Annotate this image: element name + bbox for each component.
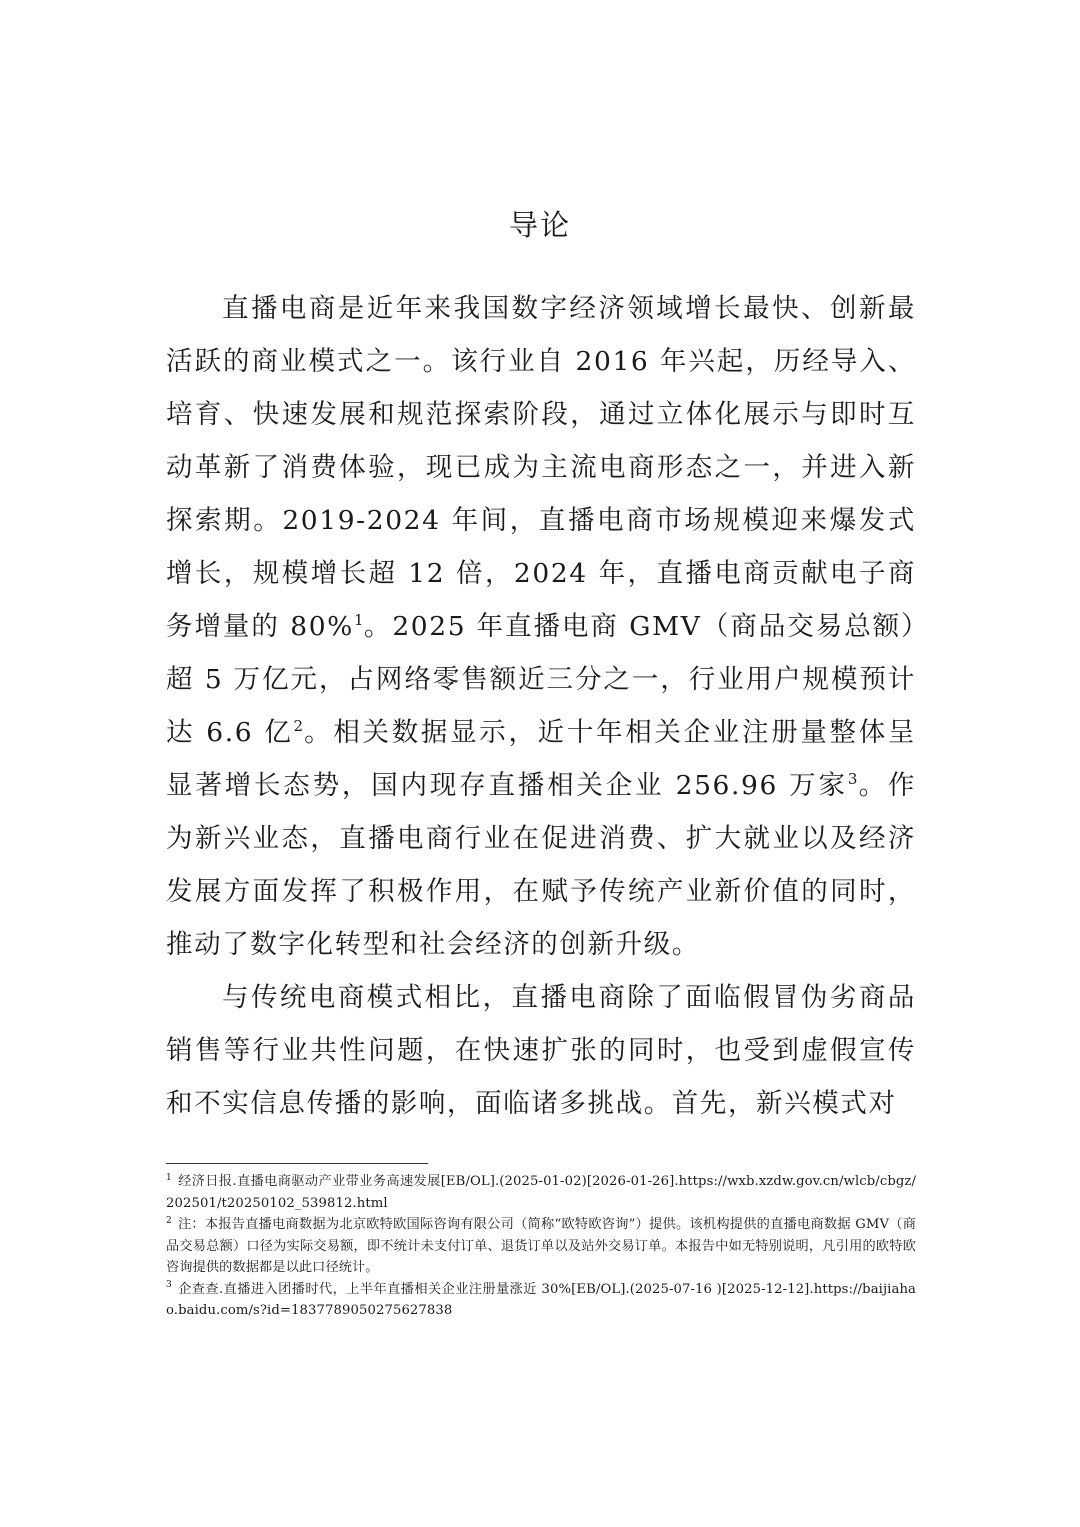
footnote-ref-2[interactable]: 2 [293, 717, 304, 736]
footnotes [166, 1171, 916, 1322]
footnote-mark-1: 1 [166, 1172, 172, 1183]
paragraph-2: 与传统电商模式相比，直播电商除了面临假冒伪劣商品销售等行业共性问题，在快速扩张的同时，也受到虚假宣传和不实信息传播的影响，面临诸多挑战。首先，新兴模式对 [166, 982, 916, 1119]
footnote-ref-3[interactable]: 3 [847, 770, 858, 789]
paragraph-1-part-3: 。相关数据显示，近十年相关企业注册量整体呈显著增长态势，国内现存直播相关企业 256.96 万家 [166, 717, 916, 801]
footnote-ref-1[interactable]: 1 [353, 611, 364, 630]
paragraph-1-part-4: 。作为新兴业态，直播电商行业在促进消费、扩大就业以及经济发展方面发挥了积极作用，在赋予传统产业新价值的同时，推动了数字化转型和社会经济的创新升级。 [166, 770, 916, 960]
paragraph-1-part-2: 。2025 年直播电商 GMV（商品交易总额）超 5 万亿元，占网络零售额近三分之一，行业用户规模预计达 6.6 亿 [166, 611, 916, 748]
footnote-divider [166, 1163, 428, 1164]
footnote-text-3: 企查查.直播进入团播时代，上半年直播相关企业注册量涨近 30%[EB/OL].(2025-07-16 )[2025-12-12].https://baijiahao.baidu.com/s?id=1837789050275627838 [166, 1281, 916, 1318]
paragraph-1-part-1: 直播电商是近年来我国数字经济领域增长最快、创新最活跃的商业模式之一。该行业自 2016 年兴起，历经导入、培育、快速发展和规范探索阶段，通过立体化展示与即时互动革新了消费体验，现已成为主流电商形态之一，并进入新探索期。2019-2024 年间，直播电商市场规模迎来爆发式增长，规模增长超 12 倍，2024 年，直播电商贡献电子商务增量的 80% [166, 293, 916, 642]
footnote-text-2: 注：本报告直播电商数据为北京欧特欧国际咨询有限公司（简称“欧特欧咨询”）提供。该机构提供的直播电商数据 GMV（商品交易总额）口径为实际交易额，即不统计未支付订单、退货订单以及站外交易订单。本报告中如无特别说明，凡引用的欧特欧咨询提供的数据都是以此口径统计。 [166, 1217, 916, 1275]
footnote-mark-3: 3 [166, 1280, 172, 1291]
footnote-3 [166, 1279, 916, 1322]
footnote-mark-2: 2 [166, 1215, 172, 1226]
section-title: 导论 [508, 208, 571, 242]
paragraph-1 [166, 282, 916, 971]
footnote-2 [166, 1214, 916, 1279]
footnote-1 [166, 1171, 916, 1214]
footnote-text-1: 经济日报.直播电商驱动产业带业务高速发展[EB/OL].(2025-01-02)[2026-01-26].https://wxb.xzdw.gov.cn/wlcb/cbgz/202501/t20250102_539812.html [166, 1174, 916, 1211]
body-text [166, 282, 916, 1130]
